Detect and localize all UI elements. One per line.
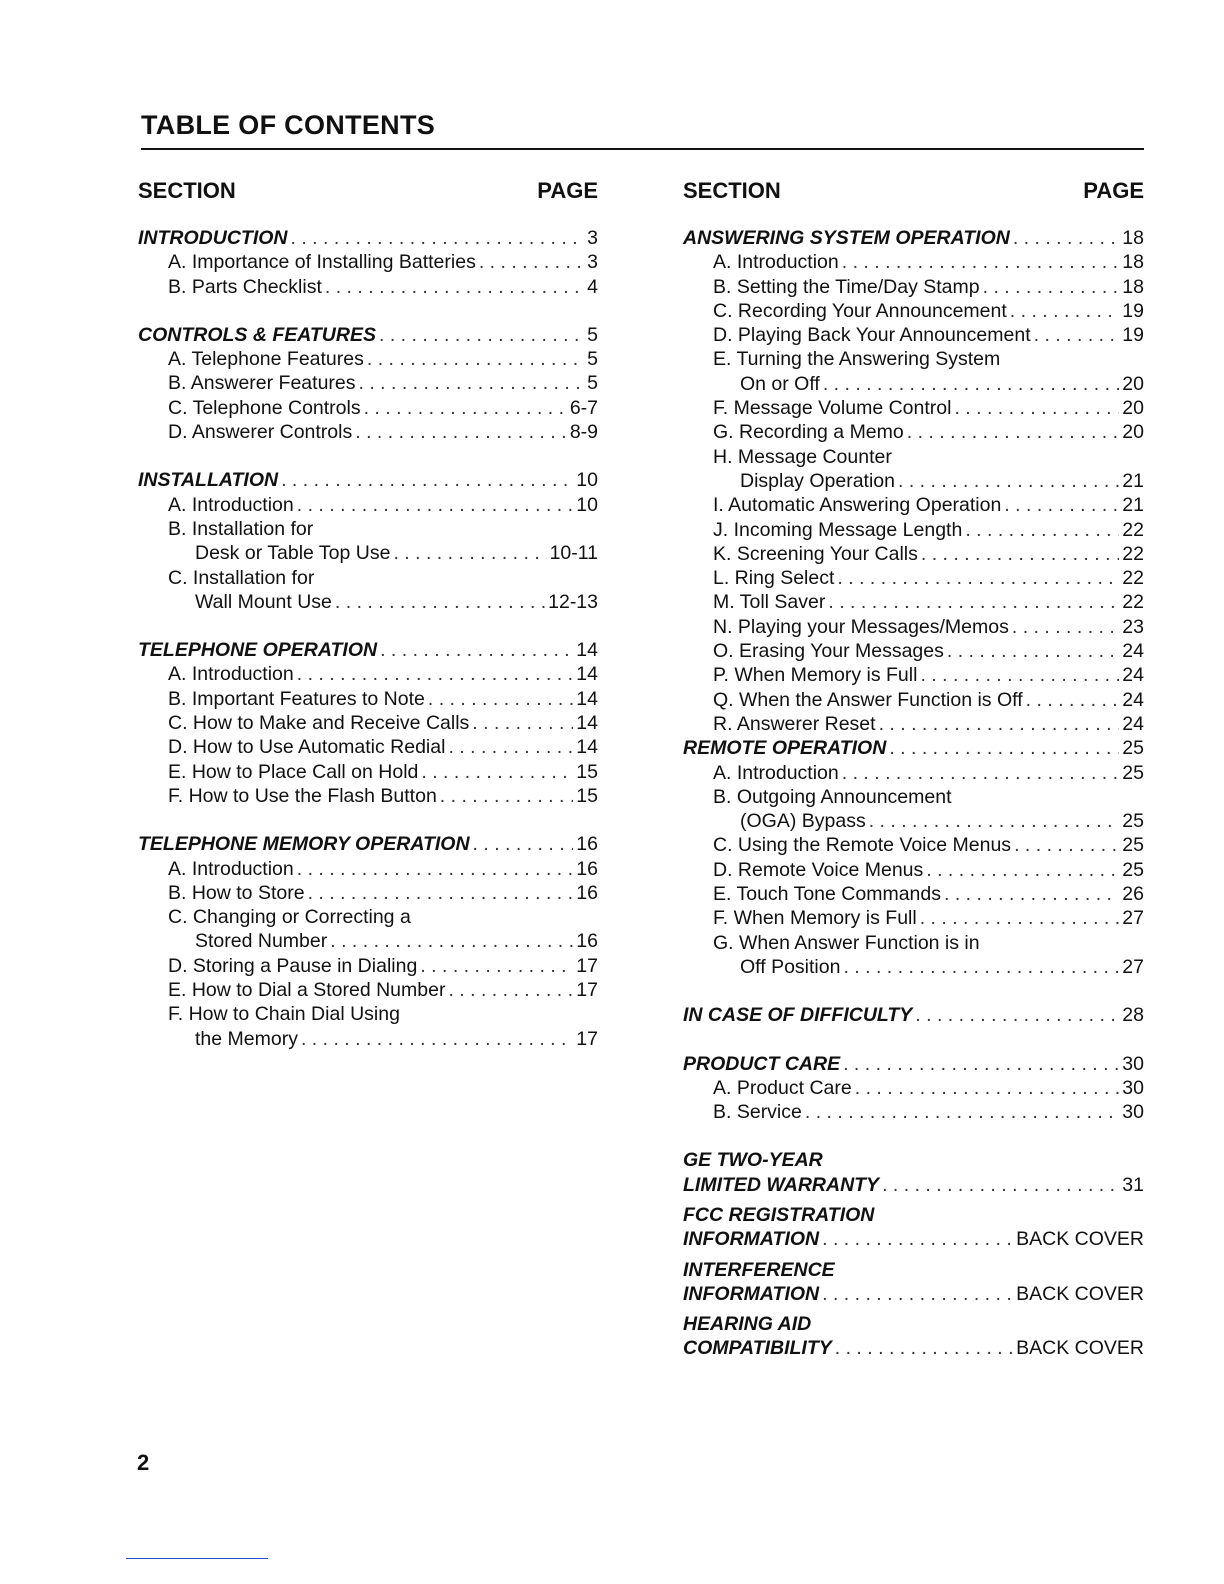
toc-heading: [683, 1227, 1144, 1251]
entry-title: E. Touch Tone Commands: [713, 883, 941, 906]
toc-entry: [138, 954, 598, 978]
entry-title: A. Introduction: [713, 251, 839, 274]
toc-column-left: [138, 176, 598, 1051]
toc-entry: [683, 931, 1144, 955]
toc-entry: [138, 687, 598, 711]
entry-page: 20: [1122, 372, 1144, 395]
entry-page: 19: [1122, 324, 1144, 347]
entry-title: INSTALLATION: [138, 469, 279, 492]
entry-page: 25: [1122, 858, 1144, 881]
entry-title: M. Toll Saver: [713, 591, 826, 614]
dot-leader: [440, 784, 574, 808]
entry-title: P. When Memory is Full: [713, 664, 918, 687]
dot-leader: [843, 1052, 1119, 1076]
entry-page: 25: [1122, 761, 1144, 784]
entry-title: I. Automatic Answering Operation: [713, 494, 1002, 517]
entry-page: 24: [1122, 688, 1144, 711]
entry-page: 12-13: [548, 590, 598, 613]
toc-entry: [138, 881, 598, 905]
dot-leader: [920, 663, 1119, 687]
entry-page: 17: [576, 1027, 598, 1050]
entry-title: A. Introduction: [168, 663, 294, 686]
entry-title: J. Incoming Message Length: [713, 518, 963, 541]
entry-title: C. Using the Remote Voice Menus: [713, 834, 1012, 857]
toc-entry: [138, 735, 598, 759]
toc-entry: [138, 517, 598, 541]
toc-heading: [683, 1148, 1144, 1172]
entry-page: 17: [576, 954, 598, 977]
entry-page: 19: [1122, 299, 1144, 322]
toc-entry: [683, 833, 1144, 857]
entry-page: 24: [1122, 664, 1144, 687]
dot-leader: [1012, 615, 1119, 639]
title-rule: [141, 148, 1144, 150]
entry-page: 14: [576, 687, 598, 710]
dot-leader: [822, 1282, 1013, 1306]
entry-page: 22: [1122, 567, 1144, 590]
entry-page: 18: [1122, 275, 1144, 298]
entry-title: IN CASE OF DIFFICULTY: [683, 1004, 913, 1027]
entry-title: Desk or Table Top Use: [195, 542, 391, 565]
entry-title: H. Message Counter: [713, 445, 892, 468]
toc-entry: [683, 372, 1144, 396]
dot-leader: [291, 226, 585, 250]
entry-page: 16: [576, 930, 598, 953]
entry-title: C. Installation for: [168, 566, 315, 589]
dot-leader: [1004, 493, 1119, 517]
entry-page: 30: [1122, 1101, 1144, 1124]
toc-entry: [683, 469, 1144, 493]
dot-leader: [828, 590, 1119, 614]
toc-entry: [683, 882, 1144, 906]
entry-title: On or Off: [740, 372, 820, 395]
toc-heading: [138, 226, 598, 250]
dot-leader: [428, 687, 573, 711]
toc-entry: [138, 857, 598, 881]
toc-entry: [138, 711, 598, 735]
entry-page: 22: [1122, 518, 1144, 541]
toc-entry: [138, 347, 598, 371]
dot-leader: [1010, 299, 1120, 323]
entry-title: LIMITED WARRANTY: [683, 1173, 880, 1196]
dot-leader: [281, 468, 573, 492]
entry-title: G. Recording a Memo: [713, 421, 904, 444]
entry-title: F. How to Use the Flash Button: [168, 784, 437, 807]
section-label: SECTION: [138, 178, 236, 203]
entry-title: PRODUCT CARE: [683, 1052, 841, 1075]
entry-title: D. Answerer Controls: [168, 421, 353, 444]
entry-page: BACK COVER: [1016, 1337, 1144, 1360]
toc-entry: [683, 809, 1144, 833]
entry-title: B. Service: [713, 1101, 802, 1124]
entry-page: 3: [587, 251, 598, 274]
entry-page: 27: [1122, 955, 1144, 978]
entry-page: 20: [1122, 397, 1144, 420]
toc-heading: [683, 1312, 1144, 1336]
entry-page: 23: [1122, 615, 1144, 638]
page-label: PAGE: [537, 178, 598, 203]
entry-title: O. Erasing Your Messages: [713, 640, 944, 663]
entry-title: ANSWERING SYSTEM OPERATION: [683, 227, 1010, 249]
toc-entry: [683, 566, 1144, 590]
toc-entry: [683, 712, 1144, 736]
entry-page: 25: [1122, 737, 1144, 760]
entry-title: TELEPHONE MEMORY OPERATION: [138, 833, 470, 856]
entry-page: BACK COVER: [1016, 1282, 1144, 1305]
dot-leader: [889, 736, 1119, 760]
entry-title: G. When Answer Function is in: [713, 931, 980, 954]
entry-page: 10-11: [549, 542, 598, 565]
entry-page: 4: [587, 275, 598, 298]
dot-leader: [805, 1100, 1119, 1124]
toc-entry: [683, 858, 1144, 882]
entry-title: B. Setting the Time/Day Stamp: [713, 275, 980, 298]
toc-entry: [683, 396, 1144, 420]
entry-title: A. Introduction: [168, 857, 294, 880]
entry-page: 26: [1122, 883, 1144, 906]
toc-heading: [138, 638, 598, 662]
dot-leader: [472, 711, 573, 735]
entry-title: D. How to Use Automatic Redial: [168, 736, 446, 759]
dot-leader: [842, 250, 1120, 274]
entry-page: 3: [587, 227, 598, 249]
toc-entry: [138, 566, 598, 590]
entry-title: D. Remote Voice Menus: [713, 858, 924, 881]
toc-entry: [138, 760, 598, 784]
dot-leader: [367, 347, 584, 371]
toc-heading: [683, 1003, 1144, 1027]
dot-leader: [364, 396, 567, 420]
entry-page: 30: [1122, 1076, 1144, 1099]
dot-leader: [822, 1227, 1013, 1251]
toc-entry: [138, 905, 598, 929]
dot-leader: [926, 858, 1119, 882]
dot-leader: [479, 250, 584, 274]
toc-heading: [683, 1203, 1144, 1227]
dot-leader: [869, 809, 1120, 833]
dot-leader: [983, 275, 1120, 299]
entry-page: 31: [1122, 1173, 1144, 1196]
toc-entry: [683, 590, 1144, 614]
page-number: 2: [137, 1450, 150, 1475]
entry-page: 25: [1122, 834, 1144, 857]
dot-leader: [393, 541, 546, 565]
entry-title: N. Playing your Messages/Memos: [713, 615, 1009, 638]
entry-title: F. When Memory is Full: [713, 907, 917, 930]
toc-entry: [683, 518, 1144, 542]
dot-leader: [1014, 833, 1119, 857]
dot-leader: [915, 1003, 1119, 1027]
entry-title: Display Operation: [740, 469, 895, 492]
entry-title: REMOTE OPERATION: [683, 737, 887, 760]
dot-leader: [325, 275, 584, 299]
entry-page: 14: [576, 736, 598, 759]
entry-title: Q. When the Answer Function is Off: [713, 688, 1023, 711]
entry-page: 16: [576, 833, 598, 856]
toc-entry: [683, 323, 1144, 347]
toc-heading: [683, 736, 1144, 760]
entry-title: Wall Mount Use: [195, 590, 332, 613]
dot-leader: [1013, 226, 1119, 250]
entry-page: 18: [1122, 251, 1144, 274]
dot-leader: [882, 1173, 1119, 1197]
entry-title: B. Installation for: [168, 517, 314, 540]
dot-leader: [473, 832, 574, 856]
entry-title: A. Importance of Installing Batteries: [168, 251, 476, 274]
entry-title: HEARING AID: [683, 1313, 812, 1336]
toc-entry: [683, 250, 1144, 274]
entry-title: A. Telephone Features: [168, 348, 364, 371]
dot-leader: [330, 929, 573, 953]
dot-leader: [297, 662, 574, 686]
entry-page: 24: [1122, 712, 1144, 735]
toc-entry: [683, 542, 1144, 566]
toc-heading: [683, 226, 1144, 250]
entry-title: B. Important Features to Note: [168, 687, 425, 710]
entry-title: Off Position: [740, 955, 841, 978]
entry-title: A. Introduction: [168, 493, 294, 516]
entry-title: F. Message Volume Control: [713, 397, 952, 420]
toc-entry: [683, 906, 1144, 930]
toc-heading: [683, 1258, 1144, 1282]
dot-leader: [379, 323, 584, 347]
entry-title: INTRODUCTION: [138, 227, 288, 249]
entry-title: F. How to Chain Dial Using: [168, 1003, 400, 1026]
toc-entry: [683, 639, 1144, 663]
entry-page: 5: [587, 323, 598, 346]
dot-leader: [297, 857, 574, 881]
toc-heading: [683, 1282, 1144, 1306]
entry-page: BACK COVER: [1016, 1228, 1144, 1251]
entry-page: 15: [576, 784, 598, 807]
entry-title: B. How to Store: [168, 881, 305, 904]
entry-page: 14: [576, 712, 598, 735]
toc-entry: [138, 784, 598, 808]
bottom-rule: [126, 1558, 268, 1559]
toc-entry: [683, 493, 1144, 517]
entry-page: 15: [576, 760, 598, 783]
entry-page: 16: [576, 881, 598, 904]
toc-entry: [683, 955, 1144, 979]
page-title: TABLE OF CONTENTS: [141, 110, 436, 140]
toc-heading: [138, 832, 598, 856]
toc-entry: [683, 275, 1144, 299]
toc-entry: [683, 445, 1144, 469]
toc-heading: [683, 1173, 1144, 1197]
dot-leader: [448, 735, 573, 759]
toc-entry: [138, 250, 598, 274]
dot-leader: [898, 469, 1119, 493]
dot-leader: [965, 518, 1119, 542]
entry-page: 30: [1122, 1052, 1144, 1075]
entry-page: 24: [1122, 640, 1144, 663]
entry-title: R. Answerer Reset: [713, 712, 876, 735]
dot-leader: [355, 420, 567, 444]
toc-entry: [683, 761, 1144, 785]
entry-page: 22: [1122, 591, 1144, 614]
toc-entry: [138, 541, 598, 565]
entry-title: (OGA) Bypass: [740, 810, 866, 833]
entry-page: 5: [587, 372, 598, 395]
entry-page: 21: [1122, 494, 1144, 517]
dot-leader: [837, 566, 1119, 590]
entry-title: B. Answerer Features: [168, 372, 356, 395]
entry-title: A. Introduction: [713, 761, 839, 784]
dot-leader: [855, 1076, 1120, 1100]
entry-page: 20: [1122, 421, 1144, 444]
dot-leader: [879, 712, 1120, 736]
dot-leader: [907, 420, 1120, 444]
entry-title: K. Screening Your Calls: [713, 542, 918, 565]
dot-leader: [359, 371, 585, 395]
entry-page: 27: [1122, 907, 1144, 930]
dot-leader: [380, 638, 573, 662]
entry-title: B. Parts Checklist: [168, 275, 322, 298]
page-label: PAGE: [1083, 178, 1144, 203]
toc-entry: [683, 663, 1144, 687]
dot-leader: [421, 760, 573, 784]
dot-leader: [947, 639, 1119, 663]
entry-title: COMPATIBILITY: [683, 1337, 832, 1360]
entry-page: 17: [576, 979, 598, 1002]
entry-page: 10: [576, 469, 598, 492]
dot-leader: [835, 1336, 1013, 1360]
entry-title: B. Outgoing Announcement: [713, 785, 952, 808]
toc-entry: [138, 420, 598, 444]
entry-title: E. How to Dial a Stored Number: [168, 979, 446, 1002]
dot-leader: [301, 1027, 573, 1051]
entry-title: INFORMATION: [683, 1282, 820, 1305]
toc-entry: [138, 1002, 598, 1026]
dot-leader: [448, 978, 573, 1002]
entry-title: C. Recording Your Announcement: [713, 299, 1007, 322]
entry-title: INFORMATION: [683, 1228, 820, 1251]
dot-leader: [921, 542, 1119, 566]
toc-entry: [683, 347, 1144, 371]
entry-page: 22: [1122, 542, 1144, 565]
toc-entry: [683, 299, 1144, 323]
toc-entry: [683, 785, 1144, 809]
entry-page: 21: [1122, 469, 1144, 492]
dot-leader: [1026, 688, 1120, 712]
dot-leader: [420, 954, 573, 978]
toc-entry: [683, 420, 1144, 444]
entry-title: L. Ring Select: [713, 567, 835, 590]
entry-page: 28: [1122, 1004, 1144, 1027]
section-label: SECTION: [683, 178, 781, 203]
entry-page: 6-7: [569, 396, 598, 419]
dot-leader: [297, 493, 574, 517]
entry-title: INTERFERENCE: [683, 1258, 835, 1281]
dot-leader: [843, 955, 1119, 979]
entry-title: C. How to Make and Receive Calls: [168, 712, 470, 735]
entry-title: the Memory: [195, 1027, 298, 1050]
dot-leader: [842, 761, 1120, 785]
entry-title: D. Storing a Pause in Dialing: [168, 954, 418, 977]
entry-page: 10: [576, 493, 598, 516]
entry-title: A. Product Care: [713, 1076, 852, 1099]
toc-heading: [683, 1052, 1144, 1076]
dot-leader: [335, 590, 545, 614]
entry-title: D. Playing Back Your Announcement: [713, 324, 1031, 347]
toc-entry: [683, 1076, 1144, 1100]
entry-page: 8-9: [569, 421, 598, 444]
entry-title: C. Changing or Correcting a: [168, 906, 411, 929]
toc-heading: [138, 323, 598, 347]
entry-title: C. Telephone Controls: [168, 396, 361, 419]
entry-page: 14: [576, 639, 598, 662]
toc-entry: [138, 275, 598, 299]
dot-leader: [944, 882, 1119, 906]
toc-entry: [683, 1100, 1144, 1124]
entry-page: 25: [1122, 810, 1144, 833]
toc-column-right: [683, 176, 1144, 1361]
toc-entry: [138, 929, 598, 953]
column-header: [683, 176, 1144, 206]
dot-leader: [823, 372, 1119, 396]
toc-entry: [138, 978, 598, 1002]
column-header: [138, 176, 598, 206]
toc-entry: [138, 1027, 598, 1051]
toc-heading: [683, 1336, 1144, 1360]
toc-entry: [138, 590, 598, 614]
entry-title: CONTROLS & FEATURES: [138, 323, 376, 346]
entry-page: 5: [587, 348, 598, 371]
entry-title: TELEPHONE OPERATION: [138, 639, 378, 662]
toc-entries-left: [138, 226, 598, 1051]
toc-entry: [138, 396, 598, 420]
toc-entry: [138, 662, 598, 686]
toc-entry: [683, 615, 1144, 639]
toc-entries-right: [683, 226, 1144, 1361]
dot-leader: [1034, 323, 1120, 347]
entry-title: GE TWO-YEAR: [683, 1149, 823, 1172]
entry-title: Stored Number: [195, 930, 328, 953]
dot-leader: [308, 881, 574, 905]
entry-title: E. Turning the Answering System: [713, 348, 1001, 371]
entry-title: E. How to Place Call on Hold: [168, 760, 419, 783]
toc-entry: [138, 493, 598, 517]
entry-page: 14: [576, 663, 598, 686]
dot-leader: [954, 396, 1119, 420]
dot-leader: [920, 906, 1120, 930]
toc-entry: [683, 688, 1144, 712]
toc-entry: [138, 371, 598, 395]
entry-page: 16: [576, 857, 598, 880]
entry-page: 18: [1122, 227, 1144, 249]
entry-title: FCC REGISTRATION: [683, 1203, 875, 1226]
toc-heading: [138, 468, 598, 492]
